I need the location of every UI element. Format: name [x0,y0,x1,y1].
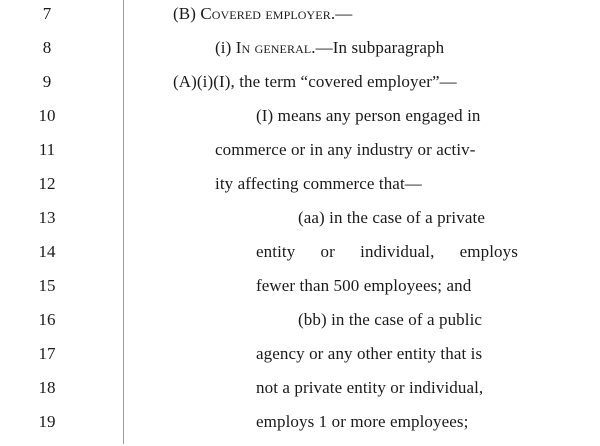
line-text: (A)(i)(I), the term “covered employer”— [173,72,457,91]
bill-line-13 [0,208,600,242]
word: individual, [360,242,435,261]
line-number: 10 [38,106,56,125]
clause-heading: (i) In general.—In subparagraph [215,38,445,57]
bill-line-19 [0,412,600,446]
line-number: 12 [38,174,56,193]
bill-line-11 [0,140,600,174]
line-number: 14 [38,242,56,261]
line-text: employs 1 or more employees; [256,412,469,431]
word: or [320,242,335,261]
bill-line-17 [0,344,600,378]
word: employs [459,242,518,261]
bill-line-14 [0,242,600,276]
line-number: 13 [38,208,56,227]
line-number: 19 [38,412,56,431]
line-number: 16 [38,310,56,329]
line-text: agency or any other entity that is [256,344,483,363]
bill-line-18 [0,378,600,412]
bill-line-10 [0,106,600,140]
line-number: 8 [42,38,52,57]
line-text: (bb) in the case of a public [298,310,483,329]
bill-line-12 [0,174,600,208]
line-number: 9 [42,72,52,91]
line-number: 17 [38,344,56,363]
bill-line-7 [0,4,600,38]
bill-line-8 [0,38,600,72]
line-text: ity affecting commerce that— [215,174,422,193]
line-text: commerce or in any industry or activ- [215,140,476,159]
line-text: (aa) in the case of a private [298,208,485,227]
bill-line-16 [0,310,600,344]
bill-line-15 [0,276,600,310]
subparagraph-heading: (B) Covered employer.— [173,4,353,23]
line-number: 15 [38,276,56,295]
line-number: 11 [38,140,56,159]
line-text: not a private entity or individual, [256,378,484,397]
bill-line-9 [0,72,600,106]
word: entity [256,242,296,261]
line-number: 7 [42,4,52,23]
line-text: fewer than 500 employees; and [256,276,472,295]
line-text: (I) means any person engaged in [256,106,481,125]
line-text-justified [256,242,518,262]
line-number: 18 [38,378,56,397]
